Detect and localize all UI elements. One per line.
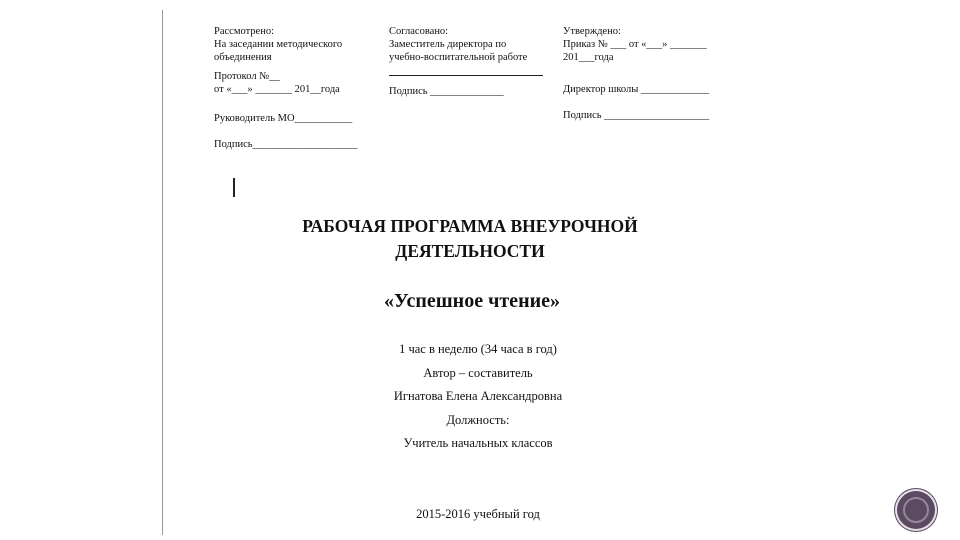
head-of-mo: Руководитель МО___________ — [214, 113, 353, 124]
agreed-line1: Заместитель директора по — [389, 39, 507, 50]
position: Учитель начальных классов — [403, 436, 553, 450]
protocol-number: Протокол №__ — [214, 71, 280, 82]
page-edge — [162, 10, 163, 535]
approved-block — [563, 25, 709, 122]
agreed-signature: Подпись ______________ — [389, 86, 504, 97]
approved-signature: Подпись ____________________ — [563, 110, 710, 121]
approved-heading: Утверждено: — [563, 26, 621, 37]
author-name: Игнатова Елена Александровна — [393, 389, 563, 403]
reviewed-heading: Рассмотрено: — [214, 26, 274, 37]
academic-year: 2015-2016 учебный год — [416, 507, 540, 521]
title-line2: ДЕЯТЕЛЬНОСТИ — [395, 241, 545, 261]
agreed-block — [389, 25, 543, 98]
program-info — [0, 338, 956, 456]
hours: 1 час в неделю (34 часа в год) — [399, 342, 557, 356]
agreed-signature-line — [389, 64, 543, 76]
title-line1: РАБОЧАЯ ПРОГРАММА ВНЕУРОЧНОЙ — [302, 216, 638, 236]
reviewed-signature: Подпись____________________ — [214, 139, 358, 150]
text-cursor[interactable] — [233, 178, 235, 197]
reviewed-block — [214, 25, 358, 151]
page-title — [0, 214, 940, 264]
program-name: «Успешное чтение» — [384, 290, 560, 312]
slide-badge-icon — [897, 491, 935, 529]
reviewed-line1: На заседании методического — [214, 39, 343, 50]
author-label: Автор – составитель — [423, 365, 533, 380]
approved-year: 201___года — [563, 52, 614, 63]
approved-order: Приказ № ___ от «___» _______ — [563, 39, 707, 50]
reviewed-line2: объединения — [214, 52, 272, 63]
agreed-line2: учебно-воспитательной работе — [389, 52, 528, 63]
agreed-heading: Согласовано: — [389, 26, 449, 37]
protocol-date: от «___» _______ 201__года — [214, 84, 340, 95]
position-label: Должность: — [446, 412, 510, 427]
director-signature: Директор школы _____________ — [563, 84, 710, 95]
